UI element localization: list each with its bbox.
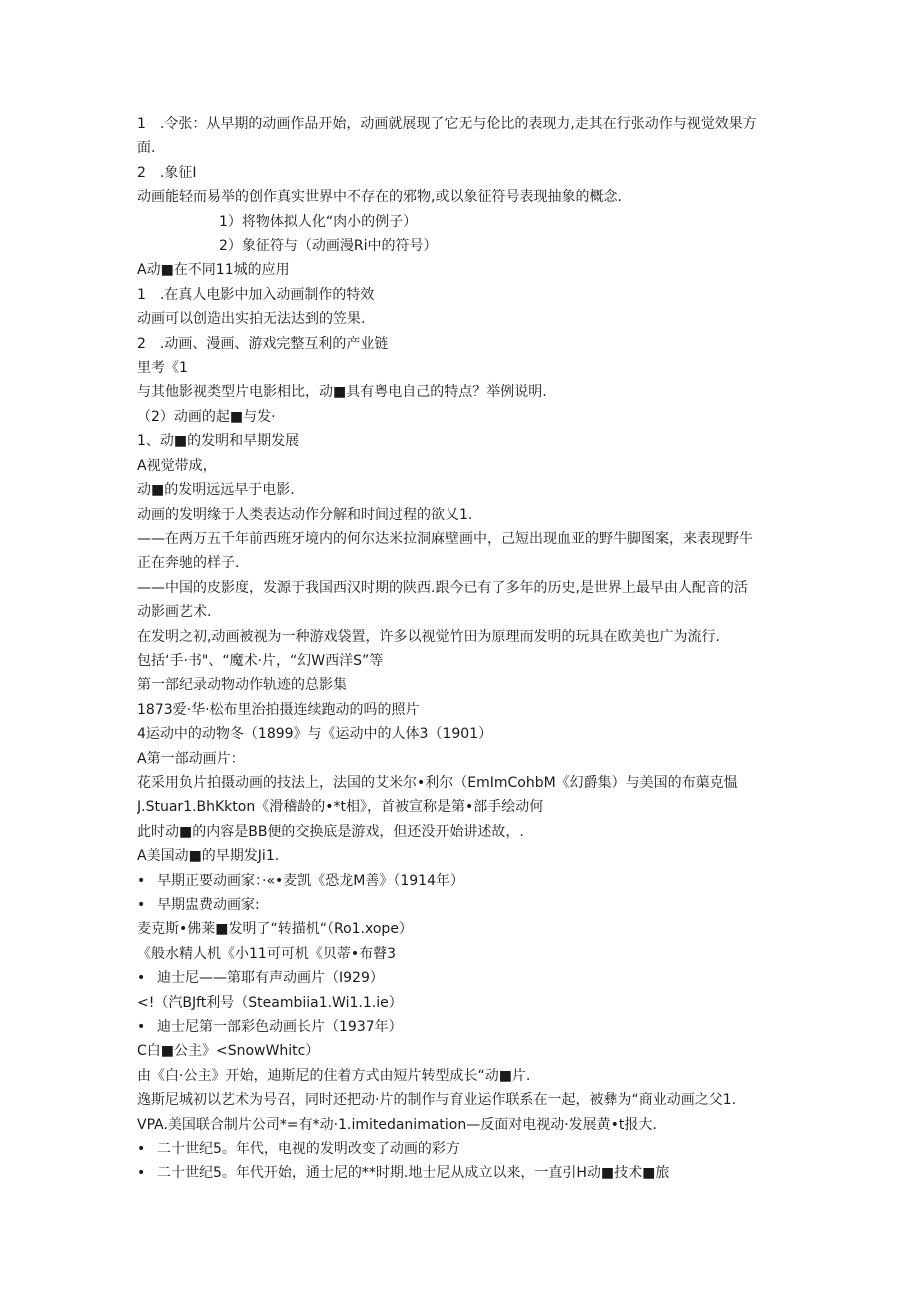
text-line: 1、动■的发明和早期发展 xyxy=(137,433,300,450)
text-line: 动画的发明缘于人类表达动作分解和时间过程的欲乂1. xyxy=(137,506,473,523)
text-line: 正在奔驰的样子. xyxy=(137,555,240,572)
bullet-item: • 迪士尼第一部彩色动画长片（1937年） xyxy=(137,1015,787,1039)
text-line: 2 .动画、漫画、游戏完整互利的产业链 xyxy=(137,335,389,352)
text-line: ——中国的皮影度，发源于我国西汉时期的陕西.跟今已有了多年的历史,是世界上最早由人配音的活 xyxy=(137,579,748,596)
text-line: 动画能轻而易举的创作真实世界中不存在的邪物,或以象征符号表现抽象的概念. xyxy=(137,189,622,206)
bullet-item: • 二十世纪5。年代开始，通士尼的**时期.地士尼从成立以来，一直引H动■技术■旅 xyxy=(137,1161,787,1185)
text-line: 2 .象征I xyxy=(137,164,197,181)
text-line: 由《白·公主》开始，迪斯尼的住着方式由短片转型成长“动■片. xyxy=(137,1067,531,1084)
text-line: 在发明之初,动画被视为一种游戏袋置，许多以视觉竹田为原理而发明的玩具在欧美也广为流行. xyxy=(137,628,720,645)
section-heading: A第一部动画片： xyxy=(137,750,245,767)
section-heading: A视觉带成， xyxy=(137,457,217,474)
text-line: 动影画艺术. xyxy=(137,604,212,621)
text-line: 1 .在真人电影中加入动画制作的特效 xyxy=(137,286,375,303)
text-line: 第一部纪录动物动作轨迹的总影集 xyxy=(137,677,347,694)
text-line: 此时动■的内容是BB便的交换底是游戏，但还没开始讲述故，. xyxy=(137,823,524,840)
text-line: <!（汽BJft利号（Steambiia1.Wi1.1.ie） xyxy=(137,994,403,1011)
text-line: 动画可以创造出实拍无法达到的笠果. xyxy=(137,311,366,328)
document-body xyxy=(137,112,787,1186)
indented-line: 1）将物体拟人化“肉小的例子） xyxy=(219,213,418,230)
text-line: 1873爱·华·松布里治拍摄连续跑动的吗的照片 xyxy=(137,701,420,718)
text-line: 麦克斯•佛莱■发明了“转描机“（Ro1.xope） xyxy=(137,921,413,938)
text-line: 《般水精人机《小11可可机《贝蒂•布瞽3 xyxy=(137,945,396,962)
bullet-item: • 迪士尼——第耶有声动画片（I929） xyxy=(137,966,787,990)
section-heading: A美国动■的早期发Ji1. xyxy=(137,848,280,865)
text-line: VPA.美国联合制片公司*=有*动·1.imitedanimation—反面对电视动·发展黄•t报大. xyxy=(137,1116,657,1133)
text-line: 1 .令张：从早期的动画作品开始，动画就展现了它无与伦比的表现力,走其在行张动作与视觉效果方 xyxy=(137,116,757,132)
text-line: 花采用负片拍摄动画的技法上，法国的艾米尔•利尔（EmImCohbM《幻爵集）与美国的布蕖克愠 xyxy=(137,774,738,791)
bullet-item: • 早期正要动画家：·«•麦凯《恐龙M善》（1914年） xyxy=(137,869,787,893)
text-line: 逸斯尼城初以艺术为号召，同时还把动·片的制作与育业运作联系在一起，被彝为“商业动画之父1. xyxy=(137,1092,737,1109)
text-line: ——在两万五千年前西班牙境内的何尔达米拉洞麻壁画中，己短出现血亚的野牛脚图案，来表现野牛 xyxy=(137,530,753,547)
text-line: 包括‘手·书"、“魔术·片，“幻W西洋S”等 xyxy=(137,652,384,669)
text-line: 4运动中的动物冬（1899》与《运动中的人体3（1901） xyxy=(137,726,493,743)
bullet-item: • 二十世纪5。年代，电视的发明改变了动画的彩方 xyxy=(137,1137,787,1161)
text-line: （2）动画的起■与发· xyxy=(137,408,276,425)
text-line: C白■公主》<SnowWhitc） xyxy=(137,1043,320,1060)
text-line: 面. xyxy=(137,140,156,157)
text-line: 里考《1 xyxy=(137,360,188,377)
text-line: 与其他影视类型片电影相比，动■具有粤电自己的特点？举例说明. xyxy=(137,384,547,401)
text-line: J.Stuar1.BhKkton《滑稽龄的•*t相》，首被宣称是第•部手绘动何 xyxy=(137,799,544,816)
indented-line: 2）象征符与（动画漫Ri中的符号） xyxy=(219,238,438,255)
section-heading: A动■在不同11城的应用 xyxy=(137,262,290,279)
bullet-item: • 早期盅费动画家: xyxy=(137,893,787,917)
text-line: 动■的发明远远早于电影. xyxy=(137,482,295,499)
